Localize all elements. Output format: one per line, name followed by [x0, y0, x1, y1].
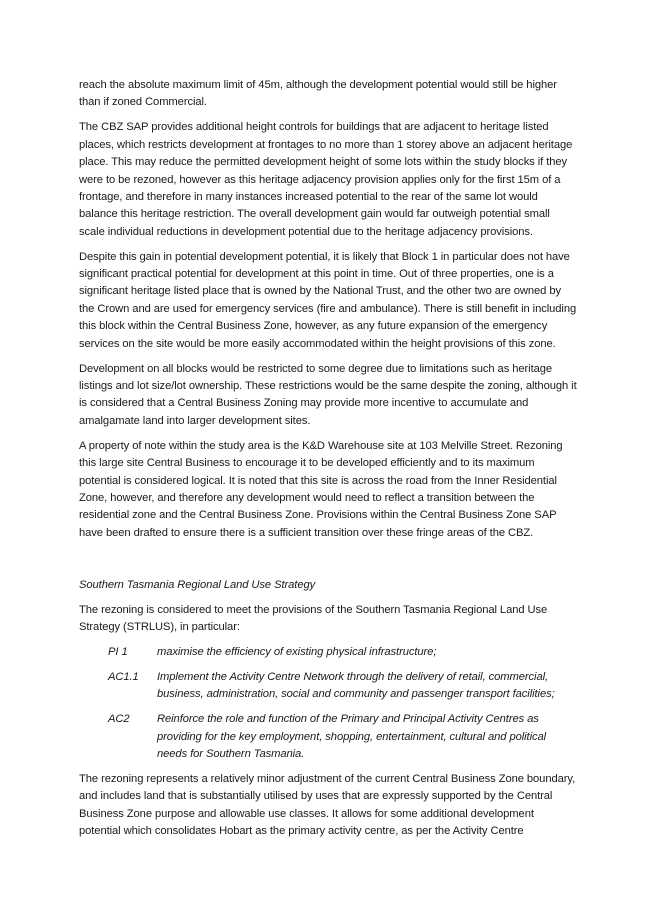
body-paragraph: Development on all blocks would be restricted to some degree due to limitations such as heritage listings and lot size/lot ownership. These restrictions would be the same despite the zoning, although it is considered that a Central Business Zoning may provide more incentive to accumulate and amalgamate land into larger development sites. — [79, 362, 577, 427]
policy-code: PI 1 — [108, 645, 128, 658]
body-paragraph: A property of note within the study area is the K&D Warehouse site at 103 Melville Street. Rezoning this large site Central Business to encourage it to be developed efficiently and to its maximum potential is considered logical. It is noted that this site is across the road from the Inner Residential Zone, however, and therefore any development would need to reflect a transition between the residential zone and the Central Business Zone. Provisions within the Central Business Zone SAP have been drafted to ensure there is a sufficient transition over these fringe areas of the CBZ. — [79, 439, 563, 539]
body-paragraph: Despite this gain in potential development potential, it is likely that Block 1 in particular does not have significant practical potential for development at this point in time. Out of three properties, one is a significant heritage listed place that is owned by the National Trust, and the other two are owned by the Crown and are used for emergency services (fire and ambulance). There is still benefit in including this block within the Central Business Zone, however, as any future expansion of the emergency services on the site would be more easily accommodated within the height provisions of this zone. — [79, 250, 577, 350]
body-paragraph: The CBZ SAP provides additional height controls for buildings that are adjacent to heritage listed places, which restricts development at frontages to no more than 1 storey above an adjacent heritage place. This may reduce the permitted development height of some lots within the study blocks if they were to be rezoned, however as this heritage adjacency provision applies only for the first 15m of a frontage, and therefore in many instances increased potential to the rear of the same lot would balance this heritage restriction. The overall development gain would far outweigh potential small scale individual reductions in development potential due to the heritage adjacency provisions. — [79, 121, 573, 238]
policy-item — [79, 644, 577, 661]
policy-code: AC1.1 — [108, 670, 139, 683]
document-body — [79, 77, 577, 848]
section-heading: Southern Tasmania Regional Land Use Strategy — [79, 578, 316, 591]
policy-item — [79, 669, 577, 704]
policy-text: maximise the efficiency of existing physical infrastructure; — [157, 645, 437, 658]
closing-paragraph: The rezoning represents a relatively minor adjustment of the current Central Business Zone boundary, and includes land that is substantially utilised by uses that are expressly supported by the Central Business Zone purpose and allowable use classes. It allows for some additional development potential which consolidates Hobart as the primary activity centre, as per the Activity Centre — [79, 772, 576, 838]
body-paragraph: reach the absolute maximum limit of 45m, although the development potential would still be higher than if zoned Commercial. — [79, 79, 557, 109]
intro-paragraph: The rezoning is considered to meet the provisions of the Southern Tasmania Regional Land Use Strategy (STRLUS), in particular: — [79, 603, 548, 633]
section-spacer — [79, 550, 577, 577]
policy-text: Reinforce the role and function of the Primary and Principal Activity Centres as providing for the key employment, shopping, entertainment, cultural and political needs for Southern Tasmania. — [157, 713, 547, 760]
policy-item — [79, 711, 577, 763]
policy-text: Implement the Activity Centre Network through the delivery of retail, commercial, business, administration, social and community and passenger transport facilities; — [157, 670, 555, 701]
policy-code: AC2 — [108, 713, 130, 726]
